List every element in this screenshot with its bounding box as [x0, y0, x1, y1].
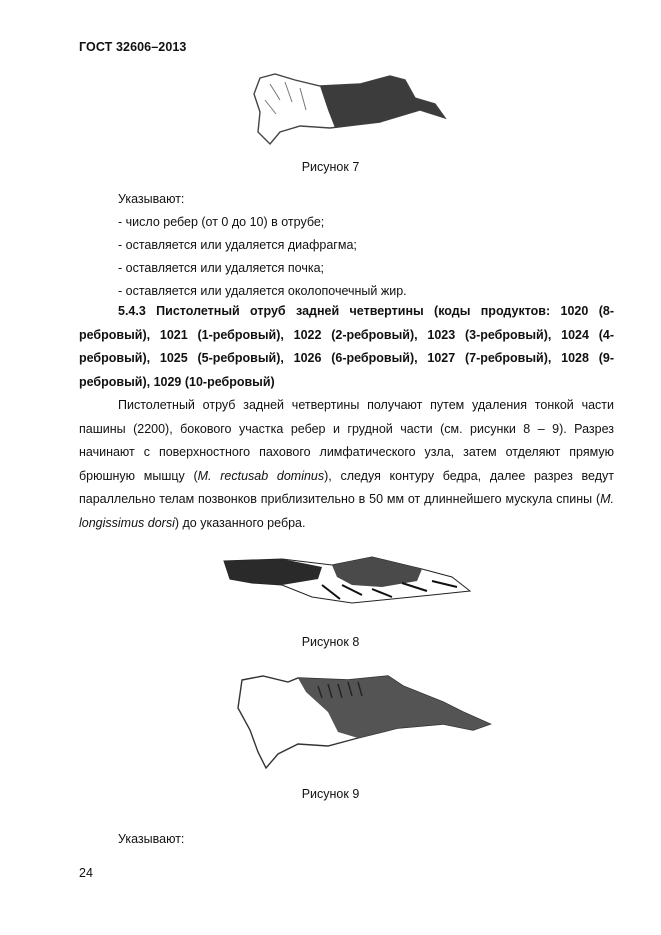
list-item: - оставляется или удаляется околопочечный жир.: [118, 284, 407, 298]
list-intro: Указывают:: [118, 192, 185, 206]
figure-9-image: [228, 672, 498, 777]
list-item: - оставляется или удаляется диафрагма;: [118, 238, 357, 252]
body-text-3: ) до указанного ребра.: [174, 515, 306, 530]
figure-8-caption: Рисунок 8: [301, 635, 360, 649]
figure-9-caption: Рисунок 9: [301, 787, 360, 801]
page-number: 24: [79, 866, 93, 880]
latin-term-2: M. longissimus dorsi: [79, 492, 614, 530]
figure-7-image: [240, 70, 450, 150]
figure-7-caption: Рисунок 7: [301, 160, 360, 174]
list-item: - оставляется или удаляется почка;: [118, 261, 325, 275]
body-text-1: Пистолетный отруб задней четвертины получают путем удаления тонкой части пашины (2200), бокового участка ребер и грудной части (см. рисунки 8 – 9). Разрез начинают с поверхностного пахового лимфатического узла, затем отделяют прямую брюшную мышцу (: [79, 398, 614, 483]
section-heading: 5.4.3 Пистолетный отруб задней четвертины (коды продуктов: 1020 (8-ребровый), 1021 (1-ребровый), 1022 (2-ребровый), 1023 (3-ребровый), 1024 (4-ребровый), 1025 (5-ребровый), 1026 (6-ребровый), 1027 (7-ребровый), 1028 (9-ребровый), 1029 (10-ребровый): [79, 304, 614, 389]
list-intro: Указывают:: [118, 832, 185, 846]
body-paragraph: [79, 394, 614, 535]
document-header: ГОСТ 32606–2013: [79, 40, 187, 54]
latin-term-1: M. rectusab dominus: [197, 468, 325, 483]
list-item: - число ребер (от 0 до 10) в отрубе;: [118, 215, 325, 229]
figure-8-image: [222, 555, 472, 610]
body-text-2: ), следуя контуру бедра, далее разрез ведут параллельно телам позвонков приблизительно в 50 мм от длиннейшего мускула спины (: [79, 468, 614, 506]
